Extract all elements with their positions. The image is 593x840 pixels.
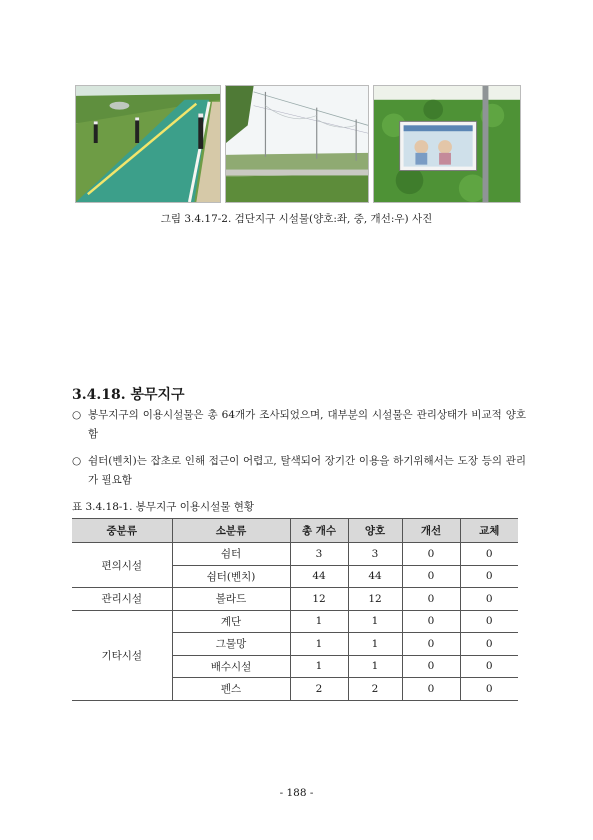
- subcategory-cell: 그물망: [172, 633, 290, 656]
- column-header: 총 개수: [290, 519, 348, 543]
- replace-cell: 0: [460, 633, 518, 656]
- subcategory-cell: 계단: [172, 610, 290, 633]
- improve-cell: 0: [402, 588, 460, 611]
- table-caption: 표 3.4.18-1. 봉무지구 이용시설물 현황: [72, 501, 255, 513]
- subcategory-cell: 펜스: [172, 678, 290, 701]
- replace-cell: 0: [460, 610, 518, 633]
- column-header: 교체: [460, 519, 518, 543]
- table-row: [72, 588, 518, 611]
- subcategory-cell: 쉼터: [172, 543, 290, 566]
- total-cell: 1: [290, 610, 348, 633]
- good-cell: 3: [348, 543, 402, 566]
- improve-cell: 0: [402, 655, 460, 678]
- improve-cell: 0: [402, 543, 460, 566]
- good-cell: 2: [348, 678, 402, 701]
- replace-cell: 0: [460, 588, 518, 611]
- category-cell: 기타시설: [72, 610, 172, 700]
- good-cell: 1: [348, 633, 402, 656]
- total-cell: 44: [290, 565, 348, 588]
- bullet-item: [72, 406, 526, 444]
- section-title: 3.4.18. 봉무지구: [72, 387, 185, 403]
- bullet-item: [72, 452, 526, 490]
- total-cell: 1: [290, 655, 348, 678]
- bullet-text: 쉼터(벤치)는 잡초로 인해 접근이 어렵고, 탈색되어 장기간 이용을 하기위해서는 도장 등의 관리가 필요함: [88, 455, 526, 486]
- category-cell: 관리시설: [72, 588, 172, 611]
- improve-cell: 0: [402, 565, 460, 588]
- total-cell: 12: [290, 588, 348, 611]
- table-header-row: [72, 519, 518, 543]
- column-header: 소분류: [172, 519, 290, 543]
- category-cell: 편의시설: [72, 543, 172, 588]
- subcategory-cell: 배수시설: [172, 655, 290, 678]
- table-row: [72, 610, 518, 633]
- total-cell: 1: [290, 633, 348, 656]
- improve-cell: 0: [402, 633, 460, 656]
- good-cell: 12: [348, 588, 402, 611]
- column-header: 중분류: [72, 519, 172, 543]
- improve-cell: 0: [402, 610, 460, 633]
- good-cell: 44: [348, 565, 402, 588]
- photo-net-fence: [225, 85, 369, 203]
- replace-cell: 0: [460, 543, 518, 566]
- good-cell: 1: [348, 655, 402, 678]
- photo-bollard-path: [75, 85, 221, 203]
- replace-cell: 0: [460, 565, 518, 588]
- bullet-text: 봉무지구의 이용시설물은 총 64개가 조사되었으며, 대부분의 시설물은 관리상태가 비교적 양호함: [88, 409, 526, 440]
- total-cell: 3: [290, 543, 348, 566]
- replace-cell: 0: [460, 678, 518, 701]
- column-header: 양호: [348, 519, 402, 543]
- bullet-circle-icon: ○: [72, 455, 82, 467]
- improve-cell: 0: [402, 678, 460, 701]
- good-cell: 1: [348, 610, 402, 633]
- bullet-circle-icon: ○: [72, 409, 82, 421]
- total-cell: 2: [290, 678, 348, 701]
- column-header: 개선: [402, 519, 460, 543]
- figure-photos: [75, 85, 521, 203]
- figure-caption: 그림 3.4.17-2. 검단지구 시설물(양호:좌, 중, 개선:우) 사진: [160, 213, 433, 225]
- table-row: [72, 543, 518, 566]
- photo-info-sign: [373, 85, 521, 203]
- replace-cell: 0: [460, 655, 518, 678]
- subcategory-cell: 쉼터(벤치): [172, 565, 290, 588]
- facility-table: [72, 518, 518, 701]
- page-number: - 188 -: [279, 787, 314, 799]
- subcategory-cell: 볼라드: [172, 588, 290, 611]
